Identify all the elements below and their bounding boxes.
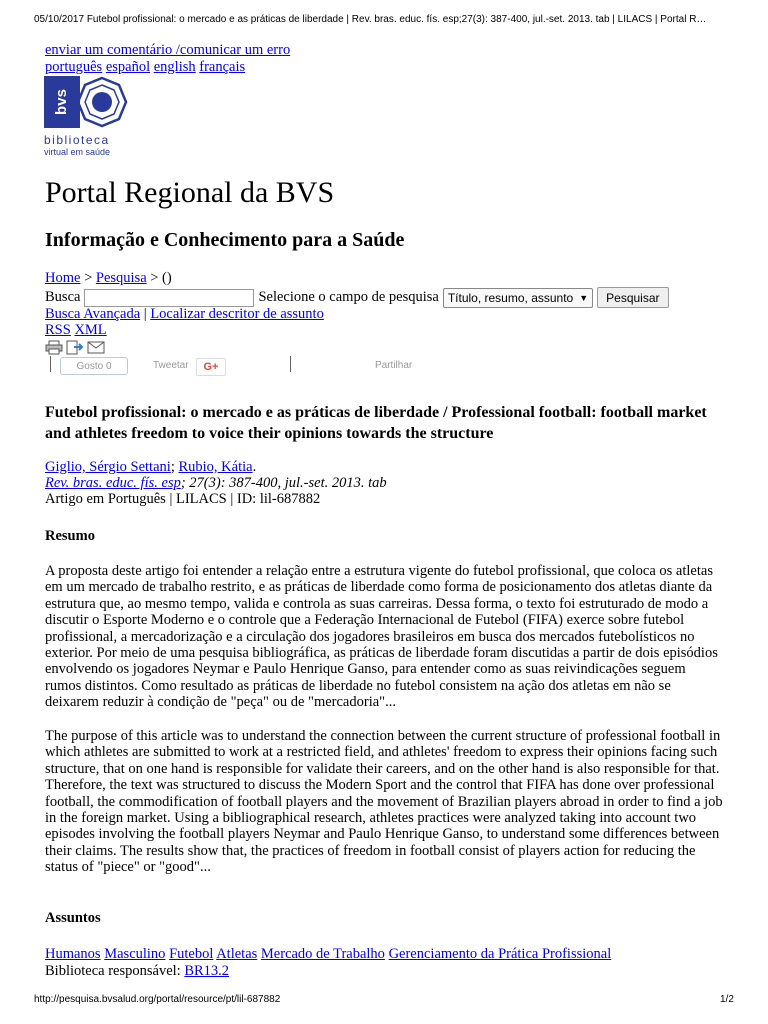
portal-subtitle: Informação e Conhecimento para a Saúde — [45, 229, 405, 251]
author-sep: ; — [170, 459, 179, 475]
tweet-button[interactable]: Tweetar — [153, 360, 189, 371]
search-button[interactable]: Pesquisar — [597, 287, 668, 308]
citation-details: ; 27(3): 387-400, jul.-set. 2013. tab — [180, 475, 387, 491]
feedback-link[interactable]: enviar um comentário /comunicar um erro — [45, 42, 291, 58]
author-end: . — [252, 459, 257, 475]
share-button[interactable]: Partilhar — [375, 360, 413, 371]
author-link[interactable]: Rubio, Kátia — [178, 459, 253, 475]
search-links-sep: | — [140, 306, 151, 322]
search-field-select[interactable] — [443, 288, 593, 308]
tool-icons — [45, 340, 105, 355]
breadcrumb — [45, 270, 172, 287]
advanced-search-link[interactable]: Busca Avançada — [45, 306, 141, 322]
bvs-logo-mark — [44, 76, 128, 128]
portal-title: Portal Regional da BVS — [45, 176, 335, 209]
search-field-label: Selecione o campo de pesquisa — [258, 289, 439, 305]
print-icon[interactable] — [45, 340, 63, 355]
article-title: Futebol profissional: o mercado e as práticas de liberdade / Professional football: football market and athletes freedom to voice their opinions towards the structure — [45, 404, 707, 442]
breadcrumb-rest: > () — [146, 270, 172, 286]
subject-link[interactable]: Futebol — [169, 946, 214, 962]
print-footer-url: http://pesquisa.bvsalud.org/portal/resource/pt/lil-687882 — [34, 994, 281, 1005]
author-link[interactable]: Giglio, Sérgio Settani — [45, 459, 171, 475]
search-links — [45, 306, 324, 323]
top-links — [45, 42, 290, 59]
breadcrumb-search-link[interactable]: Pesquisa — [95, 270, 147, 286]
like-count: 0 — [105, 360, 112, 372]
language-links — [45, 59, 245, 76]
logo-line1: biblioteca — [44, 133, 110, 147]
print-header: 05/10/2017 Futebol profissional: o mercado e as práticas de liberdade | Rev. bras. educ. fís. esp;27(3): 387-400, jul.-set. 2013. tab | LILACS | Portal R… — [34, 14, 707, 25]
library-link[interactable]: BR13.2 — [184, 963, 230, 979]
divider — [50, 356, 51, 372]
xml-link[interactable]: XML — [74, 322, 107, 338]
subject-link[interactable]: Humanos — [45, 946, 101, 962]
abstract-pt: A proposta deste artigo foi entender a relação entre a estrutura vigente do futebol profissional, que coloca os atletas em um mercado de trabalho restrito, e as práticas de liberdade como forma de posicionamento dos atletas diante da estrutura que, ao mesmo tempo, valida e controla as suas carreiras. Dessa forma, o texto foi estruturado de modo a discutir o Esporte Moderno e o controle que a Federação Internacional de Futebol (FIFA) exerce sobre futebol profissional, a mercadorização e a circulação dos jogadores brasileiros em busca dos mercados futebolísticos no exterior. Por meio de uma pesquisa bibliográfica, as práticas de liberdade foram discutidas a partir de dois episódios envolvendo os jogadores Neymar e Paulo Henrique Ganso, para entender como as suas reivindicações seguem rumos distintos. Como resultado as práticas de liberdade no futebol consistem na ação dos atletas em não se deixarem reduzir à condição de "peça" ou de "mercadoria"... — [45, 563, 718, 711]
library-label: Biblioteca responsável: — [45, 963, 185, 979]
abstract-en: The purpose of this article was to understand the connection between the current structure of professional football in which athletes are submitted to work at a restricted field, and athletes' freedom to express their opinions facing such structure, that on one hand is responsible for validate their careers, and on the other hand is also responsible for that. Therefore, the text was structured to discuss the Modern Sport and the control that FIFA has done over professional football, the commodification of football players and the movement of Brazilian players abroad in order to find a job in the foreign market. Using a bibliographical research, athletes practices were analyzed taking into account two episodes involving the football players Neymar and Paulo Henrique Ganso, to understand some differences between their claims. The results show that, the practices of freedom in football consist of players action for reducing the status of "piece" or "good"... — [45, 728, 723, 876]
breadcrumb-home-link[interactable]: Home — [45, 270, 81, 286]
subject-link[interactable]: Mercado de Trabalho — [260, 946, 385, 962]
lang-es-link[interactable]: español — [105, 59, 151, 75]
subjects-list — [45, 946, 611, 963]
lang-fr-link[interactable]: français — [199, 59, 246, 75]
gplus-button[interactable]: G+ — [196, 358, 226, 376]
like-button[interactable] — [60, 357, 128, 375]
print-page-number: 1/2 — [720, 994, 734, 1005]
chevron-down-icon: ▼ — [579, 292, 589, 303]
social-bar — [45, 356, 445, 378]
library-info — [45, 963, 229, 980]
article-authors — [45, 459, 256, 476]
descriptor-search-link[interactable]: Localizar descritor de assunto — [150, 306, 324, 322]
search-form — [45, 287, 669, 308]
feed-links — [45, 322, 107, 339]
lang-en-link[interactable]: english — [153, 59, 196, 75]
article-citation — [45, 475, 387, 492]
like-label: Gosto — [76, 360, 104, 372]
abstract-heading: Resumo — [45, 528, 95, 544]
subject-link[interactable]: Gerenciamento da Prática Profissional — [388, 946, 612, 962]
divider — [290, 356, 291, 372]
subjects-heading: Assuntos — [45, 910, 101, 926]
subject-link[interactable]: Masculino — [104, 946, 166, 962]
email-icon[interactable] — [87, 340, 105, 355]
subject-link[interactable]: Atletas — [216, 946, 258, 962]
search-input[interactable] — [84, 289, 254, 307]
logo-line2: virtual em saúde — [44, 147, 111, 157]
search-label: Busca — [45, 289, 81, 305]
lang-pt-link[interactable]: português — [45, 59, 103, 75]
article-meta: Artigo em Português | LILACS | ID: lil-687882 — [45, 491, 321, 507]
rss-link[interactable]: RSS — [45, 322, 71, 338]
bvs-logo[interactable] — [44, 76, 128, 157]
logo-mark-text: bvs — [53, 89, 70, 115]
export-icon[interactable] — [65, 340, 85, 355]
breadcrumb-sep: > — [80, 270, 96, 286]
journal-link[interactable]: Rev. bras. educ. fís. esp — [45, 475, 181, 491]
search-field-selected: Título, resumo, assunto — [447, 290, 574, 305]
